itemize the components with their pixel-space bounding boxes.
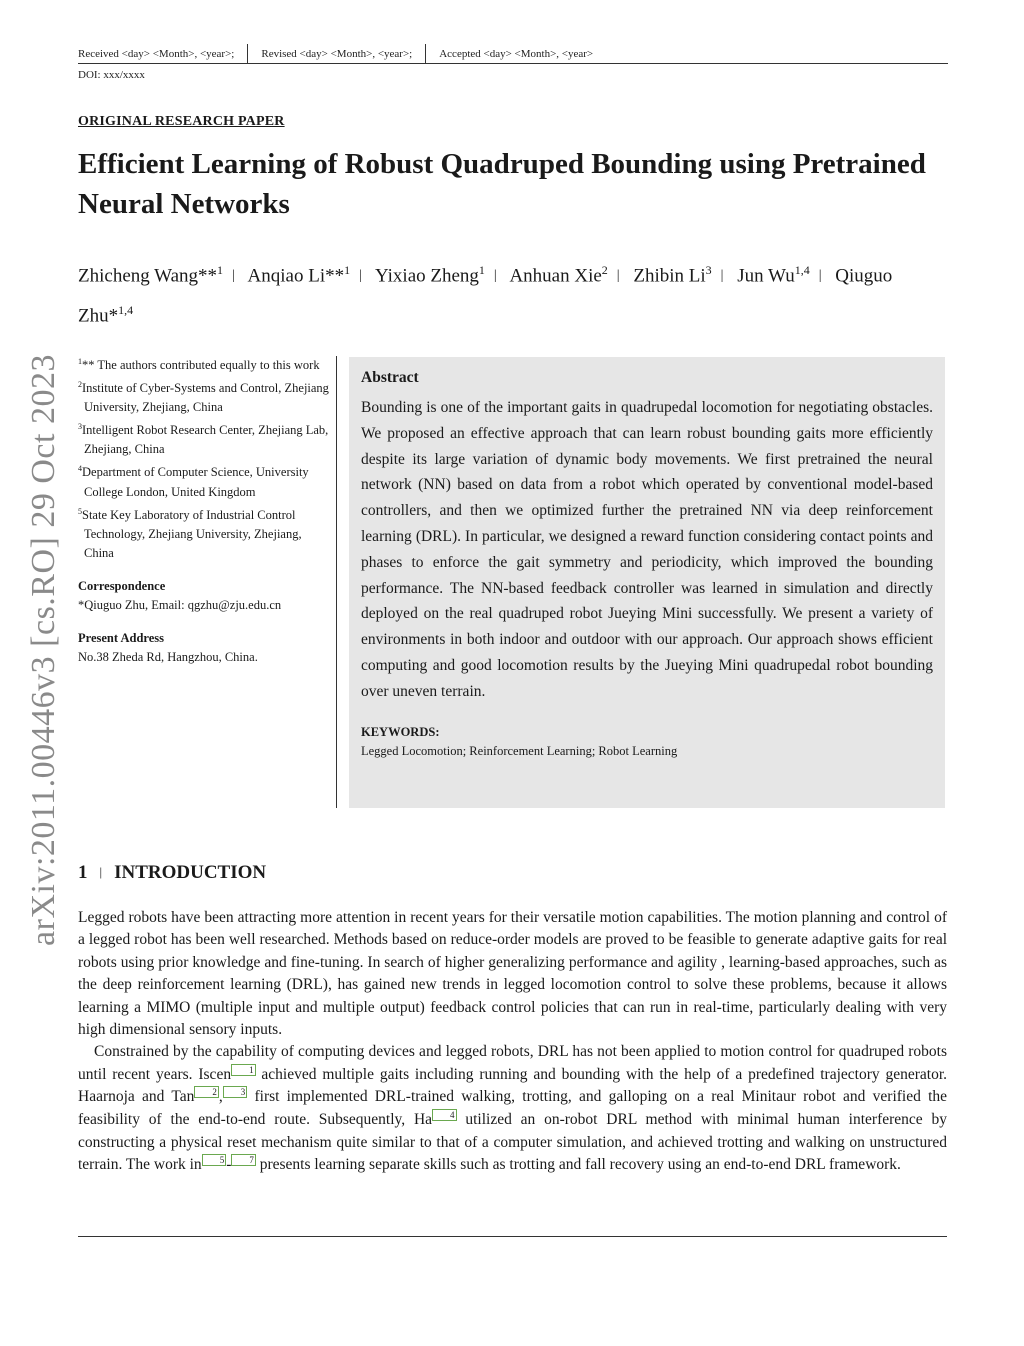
affiliation: $^4$Department of Computer Science, University College London, United Kingdom	[78, 464, 309, 499]
column-divider	[336, 356, 337, 808]
header-divider	[247, 44, 248, 64]
affiliation: $^5$State Key Laboratory of Industrial Control Technology, Zhejiang University, Zhejiang, China	[78, 506, 302, 560]
section-title: INTRODUCTION	[114, 862, 267, 883]
author: Jun Wu	[737, 265, 795, 287]
author-affiliation-mark: 1	[478, 263, 485, 277]
affiliations	[78, 352, 330, 667]
author: Anqiao Li**	[247, 265, 345, 287]
present-address-text: No.38 Zheda Rd, Hangzhou, China.	[78, 649, 258, 664]
author-affiliation-mark: 1,4	[118, 303, 134, 318]
footer-rule	[78, 1236, 947, 1237]
author-list: Zhicheng Wang**$^1$ | Anqiao Li**$^1$ | Yixiao Zheng$^1$ | Anhuan Xie$^2$ | Zhibin Li$^3$ | Jun Wu$^{1,4}$ | Qiuguo Zhu*$^{1,4}$	[78, 263, 893, 327]
affiliation: $^2$Institute of Cyber-Systems and Control, Zhejiang University, Zhejiang, China	[78, 380, 329, 415]
citation-link[interactable]: 3	[223, 1086, 248, 1098]
revised-date: Revised <day> <Month>, <year>;	[261, 48, 413, 60]
affiliation: $^3$Intelligent Robot Research Center, Zhejiang Lab, Zhejiang, China	[78, 422, 329, 457]
paper-type: ORIGINAL RESEARCH PAPER	[78, 114, 285, 129]
received-date: Received <day> <Month>, <year>;	[78, 48, 235, 60]
author: Zhibin Li	[633, 265, 706, 287]
affiliation: $^1$** The authors contributed equally to this work	[78, 357, 320, 373]
citation-link[interactable]: 5	[202, 1154, 227, 1166]
author-affiliation-mark: 3	[705, 263, 712, 277]
author: Anhuan Xie	[509, 265, 602, 287]
abstract-box	[349, 357, 945, 808]
section-number: 1	[78, 862, 88, 883]
paragraph: Constrained by the capability of computing devices and legged robots, DRL has not been applied to motion control for quadruped robots until recent years. Iscen 1 achieved multiple gaits including running and bounding with the help of a predefined trajectory generator. Haarnoja and Tan 2 , 3 first implemented DRL-trained walking, trotting, and galloping on a real Minitaur robot and verified the feasibility of the end-to-end route. Subsequently, Ha 4 utilized an on-robot DRL method with minimal human interference by constructing a physical reset mechanism quite similar to that of a computer simulation, and achieved trotting and walking on unstructured terrain. The work in 5 - 7 presents learning separate skills such as trotting and fall recovery using an end-to-end DRL framework.	[78, 1043, 948, 1174]
author: Zhicheng Wang**	[78, 265, 218, 287]
author-affiliation-mark: 1	[217, 263, 224, 277]
author-affiliation-mark: 2	[601, 263, 608, 277]
submission-dates	[78, 44, 948, 64]
citation-link[interactable]: 1	[231, 1064, 256, 1076]
citation-link[interactable]: 4	[432, 1109, 457, 1121]
section-heading: 1 | INTRODUCTION	[78, 862, 267, 883]
abstract-text: Bounding is one of the important gaits in quadrupedal locomotion for negotiating obstacles. We proposed an effective approach that can learn robust bounding gaits more efficiently despite its large variation of dynamic body movements. We first pretrained the neural network (NN) based on data from a robot which operated by conventional model-based controllers, and then we optimized further the pretrained NN via deep reinforcement learning (DRL). In particular, we designed a reward function considering contact points and phases to enforce the gait symmetry and periodicity, which improved the bounding performance. The NN-based feedback controller was learned in simulation and directly deployed on the real quadruped robot Jueying Mini successfully. We present a variety of environments in both indoor and outdoor with our approach. Our approach shows efficient computing and good locomotion results by the Jueying Mini quadrupedal robot bounding over uneven terrain.	[361, 399, 933, 700]
keywords-heading: KEYWORDS:	[361, 724, 440, 739]
paragraph: Legged robots have been attracting more attention in recent years for their versatile motion capabilities. The motion planning and control of a legged robot has been well researched. Methods based on reduce-order models are proved to be feasible to generate adaptive gaits for real robots using prior knowledge and fine-tuning. In search of higher generalizing performance and agility , learning-based approaches, such as the deep reinforcement learning (DRL), has gained new trends in legged locomotion control to solve these problems, because it allows learning a MIMO (multiple input and multiple output) feedback control policies that can run in real-time, particularly dealing with very high dimensional sensory inputs.	[78, 909, 947, 1039]
citation-link[interactable]: 7	[231, 1154, 256, 1166]
header-rule	[78, 63, 948, 64]
correspondence-text: *Qiuguo Zhu, Email: qgzhu@zju.edu.cn	[78, 597, 282, 612]
header-divider	[425, 44, 426, 64]
introduction-body	[78, 907, 947, 1177]
author: Yixiao Zheng	[374, 265, 479, 287]
present-address-heading: Present Address	[78, 630, 164, 645]
doi: DOI: xxx/xxxx	[78, 69, 145, 81]
correspondence-heading: Correspondence	[78, 578, 166, 593]
author: Qiuguo Zhu*	[78, 265, 893, 327]
arxiv-identifier: arXiv:2011.00446v3 [cs.RO] 29 Oct 2023	[25, 354, 62, 946]
abstract-heading: Abstract	[361, 369, 419, 386]
author-affiliation-mark: 1	[344, 263, 351, 277]
accepted-date: Accepted <day> <Month>, <year>	[439, 48, 594, 60]
keywords: Legged Locomotion; Reinforcement Learning; Robot Learning	[361, 743, 678, 758]
paper-title: Efficient Learning of Robust Quadruped Bounding using Pretrained Neural Networks	[78, 148, 926, 220]
author-affiliation-mark: 1,4	[794, 263, 810, 277]
citation-link[interactable]: 2	[194, 1086, 219, 1098]
